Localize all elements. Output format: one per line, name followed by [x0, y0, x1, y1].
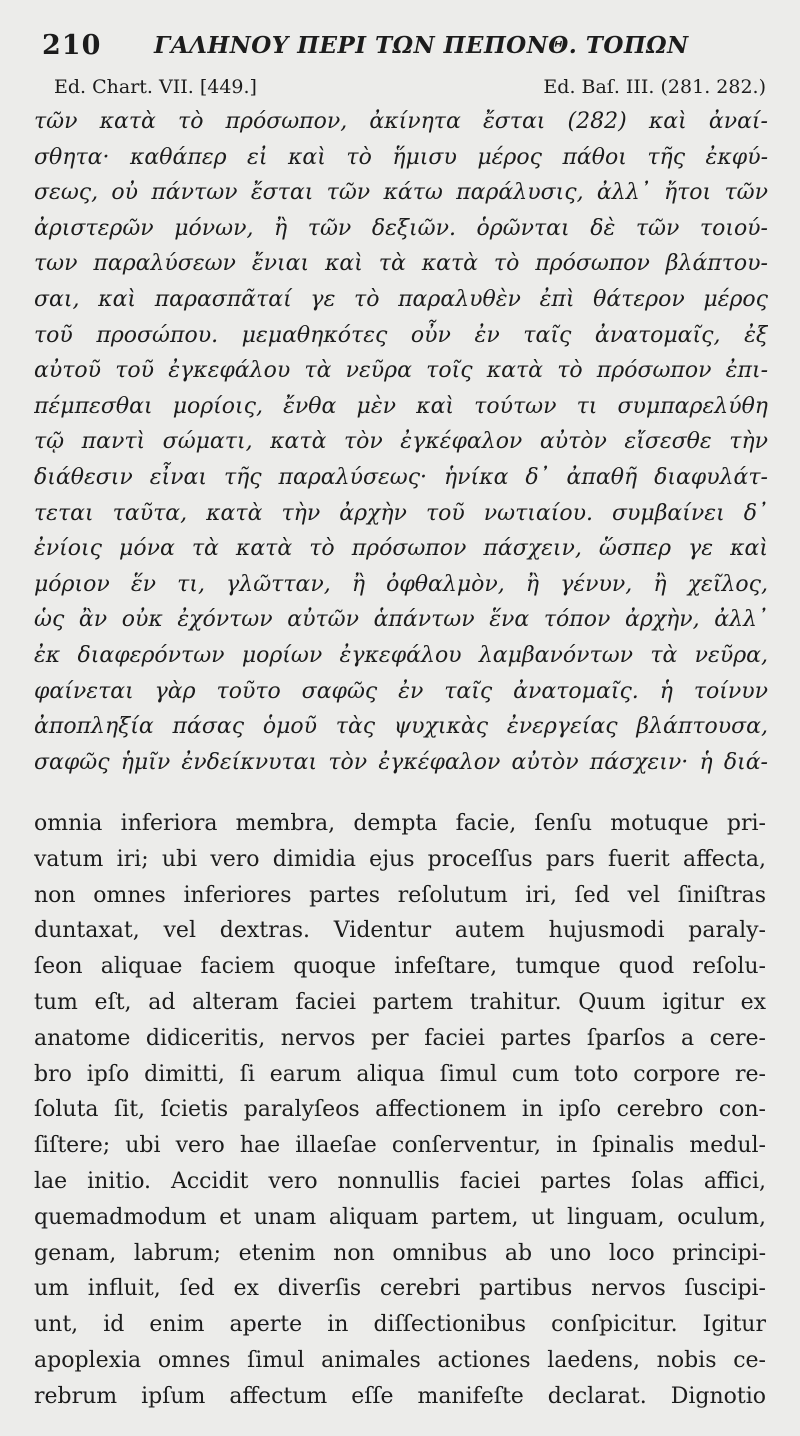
greek-text-line: ἐκ διαφερόντων μορίων ἐγκεφάλου λαμβανόντων τὰ νεῦρα, — [34, 642, 768, 668]
greek-text-line: ὡς ἂν οὐκ ἐχόντων αὐτῶν ἁπάντων ἕνα τόπον ἀρχὴν, ἀλλ᾽ — [34, 607, 768, 633]
latin-text-line: omnia inferiora membra, dempta facie, ſenſu motuque pri- — [34, 811, 766, 836]
greek-text-line: ἀριστερῶν μόνων, ἢ τῶν δεξιῶν. ὁρῶνται δὲ τῶν τοιού- — [34, 215, 768, 241]
greek-text-line: σαι, καὶ παρασπᾶταί γε τὸ παραλυθὲν ἐπὶ θάτερον μέρος — [34, 286, 768, 312]
edition-reference-left: Ed. Chart. VII. [449.] — [54, 76, 257, 98]
greek-text-line: φαίνεται γὰρ τοῦτο σαφῶς ἐν ταῖς ἀνατομαῖς. ἡ τοίνυν — [34, 678, 768, 704]
latin-text-line: anatome didiceritis, nervos per faciei partes ſparſos a cere- — [34, 1025, 766, 1051]
latin-text-line: bro ipſo dimitti, ſi earum aliqua ſimul cum toto corpore re- — [34, 1061, 766, 1087]
greek-text-line: διάθεσιν εἶναι τῆς παραλύσεως· ἡνίκα δ᾽ ἀπαθῆ διαφυλάτ- — [34, 464, 768, 490]
greek-text-line: σαφῶς ἡμῖν ἐνδείκνυται τὸν ἐγκέφαλον αὐτὸν πάσχειν· ἡ διά- — [34, 749, 768, 775]
latin-text-line: ſiſtere; ubi vero hae illaeſae conſerventur, in ſpinalis medul- — [34, 1133, 766, 1159]
latin-text-line: ſoluta ſit, ſcietis paralyſeos affectionem in ipſo cerebro con- — [34, 1097, 766, 1123]
greek-text-line: αὐτοῦ τοῦ ἐγκεφάλου τὰ νεῦρα τοῖς κατὰ τὸ πρόσωπον ἐπι- — [34, 358, 768, 384]
running-title: ΓΑΛΗΝΟΥ ΠΕΡΙ ΤΩΝ ΠΕΠΟΝΘ. ΤΟΠΩΝ — [154, 32, 689, 59]
greek-text-line: των παραλύσεων ἔνιαι καὶ τὰ κατὰ τὸ πρόσωπον βλάπτου- — [34, 251, 768, 277]
latin-text-line: lae initio. Accidit vero nonnullis faciei partes ſolas affici, — [34, 1168, 766, 1194]
latin-text-line: unt, id enim aperte in diſſectionibus conſpicitur. Igitur — [34, 1312, 766, 1338]
greek-text-line: ἀποπληξία πάσας ὁμοῦ τὰς ψυχικὰς ἐνεργείας βλάπτουσα, — [34, 714, 768, 740]
edition-reference-right: Ed. Baſ. III. (281. 282.) — [543, 76, 766, 98]
latin-text-line: tum eſt, ad alteram faciei partem trahitur. Quum igitur ex — [34, 989, 766, 1015]
greek-text-line: σθητα· καθάπερ εἰ καὶ τὸ ἥμισυ μέρος πάθοι τῆς ἐκφύ- — [34, 144, 768, 170]
page-number: 210 — [42, 30, 102, 61]
latin-text-line: duntaxat, vel dextras. Videntur autem hujusmodi paraly- — [34, 918, 766, 944]
greek-text-block — [34, 104, 768, 780]
greek-text-line: μόριον ἕν τι, γλῶτταν, ἢ ὀφθαλμὸν, ἢ γένυν, ἢ χεῖλος, — [34, 571, 768, 597]
latin-text-line: apoplexia omnes ſimul animales actiones laedens, nobis ce- — [34, 1347, 766, 1373]
greek-text-line: ἐνίοις μόνα τὰ κατὰ τὸ πρόσωπον πάσχειν, ὥσπερ γε καὶ — [34, 536, 768, 562]
latin-text-line: genam, labrum; etenim non omnibus ab uno loco principi- — [34, 1240, 766, 1266]
greek-text-line: τοῦ προσώπου. μεμαθηκότες οὖν ἐν ταῖς ἀνατομαῖς, ἐξ — [34, 322, 768, 348]
latin-text-line: non omnes inferiores partes reſolutum iri, ſed vel ſiniſtras — [34, 882, 766, 908]
greek-text-line: πέμπεσθαι μορίοις, ἔνθα μὲν καὶ τούτων τι συμπαρελύθη — [34, 393, 768, 419]
page-header — [42, 30, 762, 70]
latin-text-block — [34, 806, 766, 1415]
edition-references — [54, 76, 766, 102]
latin-text-line: um influit, ſed ex diverſis cerebri partibus nervos ſuscipi- — [34, 1276, 766, 1302]
greek-text-line: τῶν κατὰ τὸ πρόσωπον, ἀκίνητα ἔσται (282) καὶ ἀναί- — [34, 109, 768, 134]
latin-text-line: quemadmodum et unam aliquam partem, ut linguam, oculum, — [34, 1204, 766, 1230]
greek-text-line: τεται ταῦτα, κατὰ τὴν ἀρχὴν τοῦ νωτιαίου. συμβαίνει δ᾽ — [34, 500, 768, 526]
latin-text-line: ſeon aliquae faciem quoque infeſtare, tumque quod reſolu- — [34, 954, 766, 980]
greek-text-line: σεως, οὐ πάντων ἔσται τῶν κάτω παράλυσις, ἀλλ᾽ ἤτοι τῶν — [34, 180, 768, 206]
latin-text-line: rebrum ipſum affectum eſſe manifeſte declarat. Dignotio — [34, 1383, 766, 1409]
greek-text-line: τῷ παντὶ σώματι, κατὰ τὸν ἐγκέφαλον αὐτὸν εἴσεσθε τὴν — [34, 429, 768, 455]
latin-text-line: vatum iri; ubi vero dimidia ejus proceſſus pars fuerit affecta, — [34, 846, 766, 872]
